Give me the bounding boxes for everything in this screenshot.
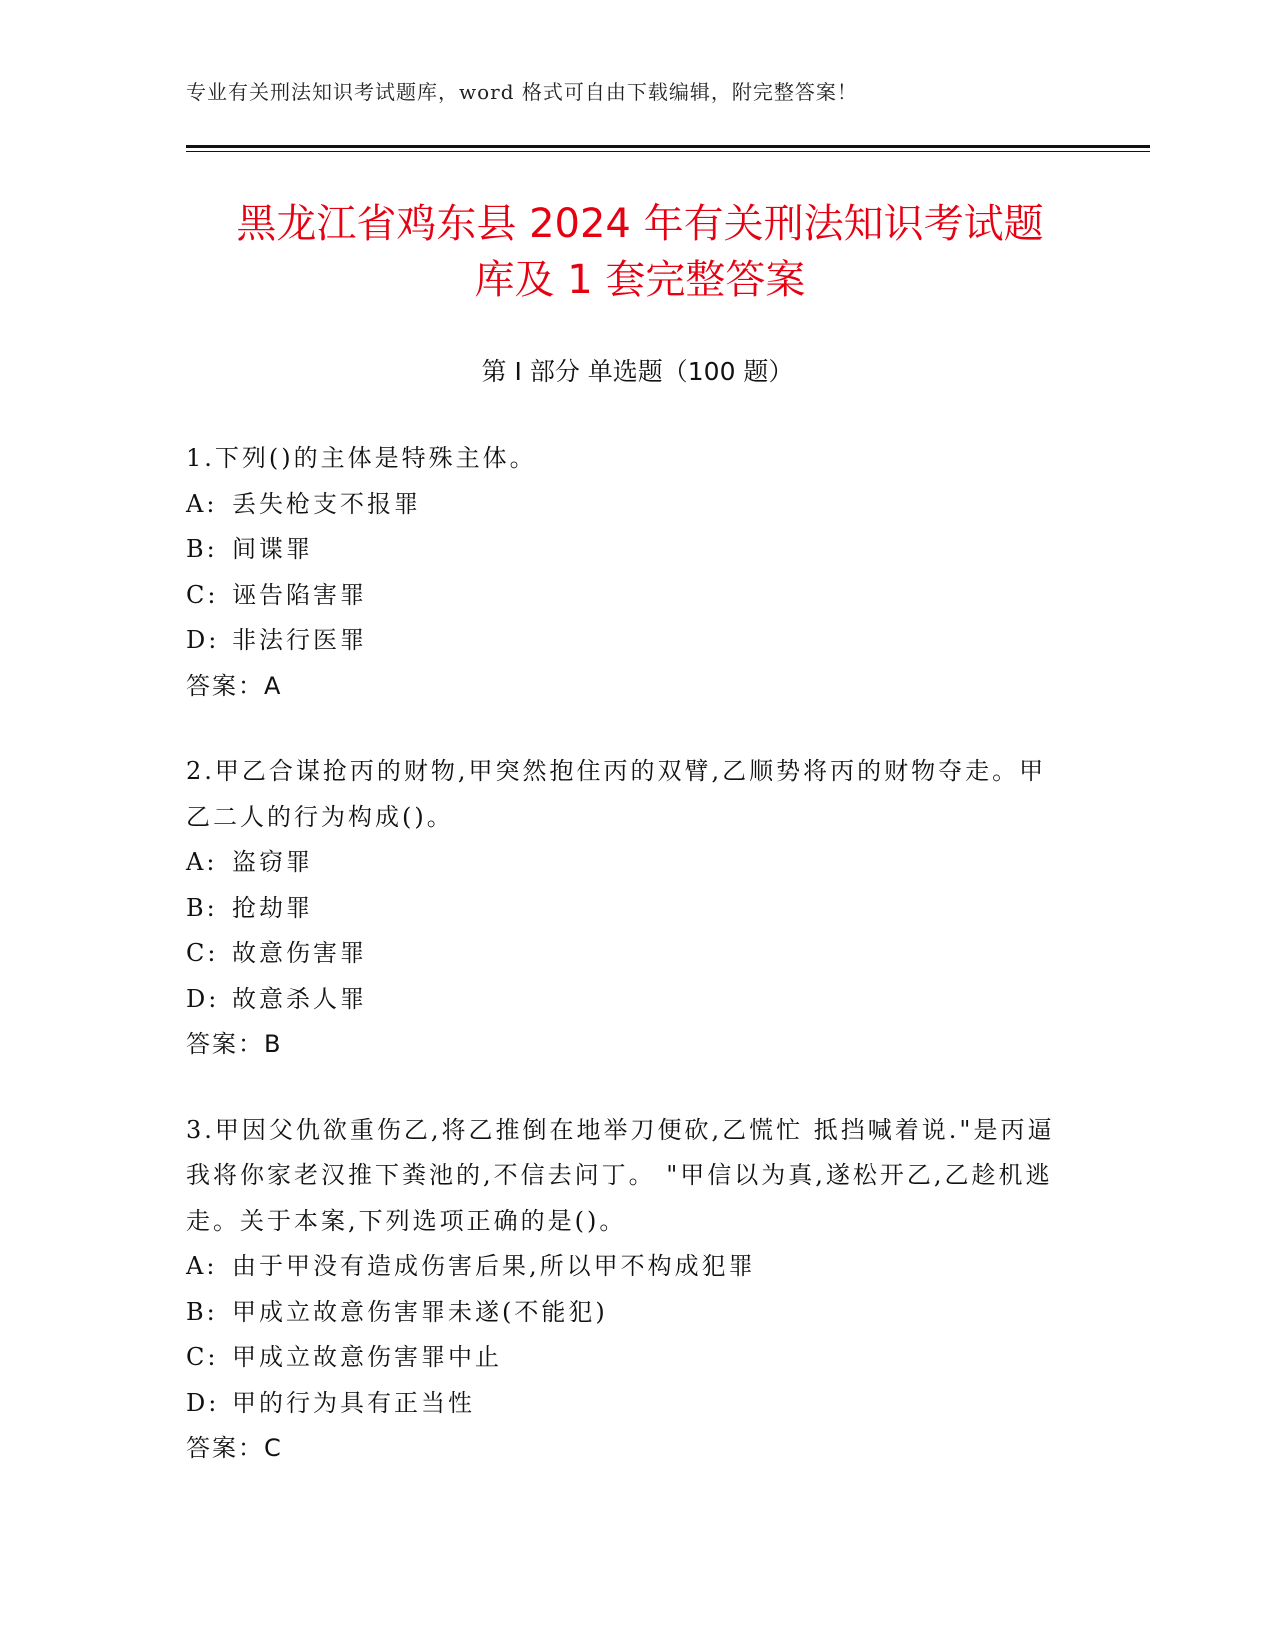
question-3 <box>186 1108 1086 1472</box>
document-title <box>180 196 1100 308</box>
option-letter: C: <box>186 580 219 609</box>
option-letter: B: <box>186 535 218 563</box>
answer-line <box>186 1426 1086 1472</box>
answer-line <box>186 664 1086 710</box>
answer-value: C <box>264 1434 283 1462</box>
option-c <box>186 573 1086 619</box>
option-b <box>186 886 1086 932</box>
option-b <box>186 527 1086 573</box>
title-line-1: 黑龙江省鸡东县 2024 年有关刑法知识考试题 <box>236 201 1044 247</box>
answer-label: 答案： <box>186 1030 264 1058</box>
answer-label: 答案： <box>186 1434 264 1462</box>
header-divider-thick <box>186 145 1150 148</box>
answer-value: B <box>264 1030 283 1058</box>
option-d <box>186 1381 1086 1427</box>
option-d <box>186 977 1086 1023</box>
option-text: 甲成立故意伤害罪中止 <box>232 1343 502 1371</box>
question-stem: 2.甲乙合谋抢丙的财物,甲突然抱住丙的双臂,乙顺势将丙的财物夺走。甲乙二人的行为构成()。 <box>186 757 1047 831</box>
option-text: 故意杀人罪 <box>232 984 367 1013</box>
header-divider-thin <box>186 151 1150 152</box>
answer-value: A <box>264 671 283 700</box>
option-a <box>186 482 1086 528</box>
question-stem: 3.甲因父仇欲重伤乙,将乙推倒在地举刀便砍,乙慌忙 抵挡喊着说."是丙逼我将你家老汉推下粪池的,不信去问丁。 "甲信以为真,遂松开乙,乙趁机逃走。关于本案,下列选项正确的是()。 <box>186 1115 1055 1235</box>
option-letter: B: <box>186 1297 218 1326</box>
option-text: 抢劫罪 <box>232 893 313 922</box>
option-a <box>186 1244 1086 1290</box>
header-note: 专业有关刑法知识考试题库，word 格式可自由下载编辑，附完整答案！ <box>186 80 858 104</box>
option-letter: A: <box>186 848 218 876</box>
option-letter: C: <box>186 939 219 967</box>
option-letter: D: <box>186 1388 220 1417</box>
option-d <box>186 618 1086 664</box>
option-letter: C: <box>186 1343 219 1371</box>
title-line-2: 库及 1 套完整答案 <box>474 257 806 303</box>
option-b <box>186 1290 1086 1336</box>
option-text: 间谍罪 <box>232 535 313 563</box>
option-text: 甲成立故意伤害罪未遂(不能犯) <box>232 1297 608 1326</box>
option-letter: D: <box>186 626 220 654</box>
option-letter: A: <box>186 489 218 518</box>
option-letter: B: <box>186 893 218 922</box>
option-a <box>186 840 1086 886</box>
option-c <box>186 1335 1086 1381</box>
option-text: 由于甲没有造成伤害后果,所以甲不构成犯罪 <box>232 1252 756 1280</box>
question-2 <box>186 749 1086 1068</box>
answer-line <box>186 1022 1086 1068</box>
option-text: 盗窃罪 <box>232 848 313 876</box>
section-heading: 第 I 部分 单选题（100 题） <box>481 357 794 386</box>
option-text: 甲的行为具有正当性 <box>232 1388 475 1417</box>
option-text: 故意伤害罪 <box>232 939 367 967</box>
question-list <box>186 436 1086 1512</box>
option-c <box>186 931 1086 977</box>
option-text: 诬告陷害罪 <box>232 580 367 609</box>
question-1 <box>186 436 1086 709</box>
option-text: 丢失枪支不报罪 <box>232 489 421 518</box>
answer-label: 答案： <box>186 671 264 700</box>
option-text: 非法行医罪 <box>232 626 367 654</box>
question-stem: 1.下列()的主体是特殊主体。 <box>186 444 537 472</box>
option-letter: D: <box>186 984 220 1013</box>
option-letter: A: <box>186 1252 218 1280</box>
